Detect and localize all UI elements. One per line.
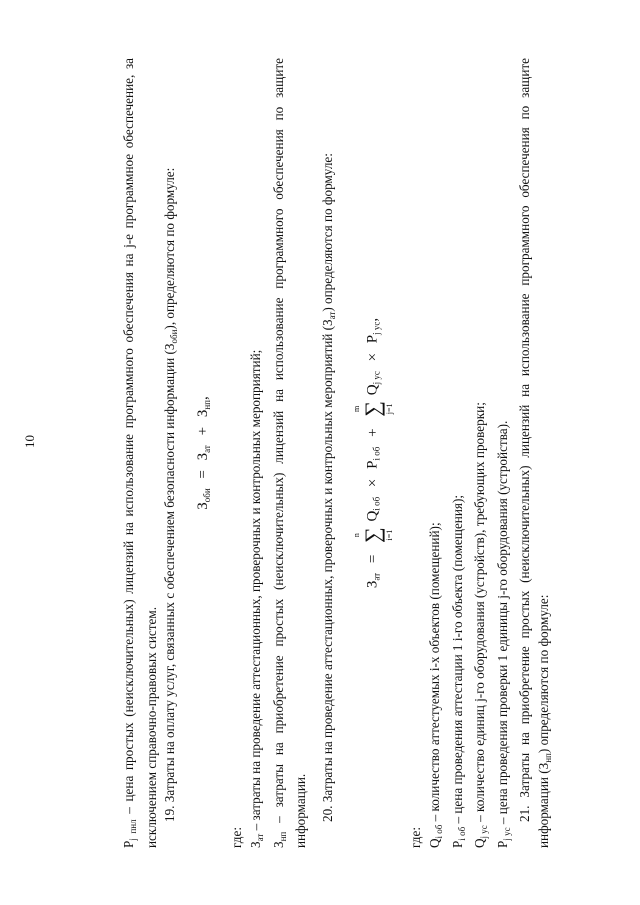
text-segment: P <box>449 840 465 848</box>
text-segment: j ус <box>371 371 382 385</box>
symbol: З <box>319 319 335 326</box>
text-segment: ат <box>254 833 265 842</box>
definition-text: – цена простых (неисключительных) лицензий на использование программного обеспечения на j-е программное обеспечение, за исключением справочно-правовых систем. <box>121 57 159 848</box>
text-segment: ), определяются по формуле: <box>162 167 178 330</box>
text-segment: ) определяются по формуле: <box>319 153 335 312</box>
text-segment: – затраты на проведение аттестационных, проверочных и контрольных мероприятий; <box>247 349 263 834</box>
text-segment: ∑ <box>360 527 386 543</box>
text-segment: j ус <box>371 321 382 335</box>
text-segment: , <box>364 317 381 322</box>
formula-2 <box>351 58 395 848</box>
text-segment: = <box>194 470 211 479</box>
text-segment: З <box>247 841 263 848</box>
where-label: где: <box>229 827 245 848</box>
text-segment: Q <box>364 510 381 522</box>
definition-z-at <box>247 58 270 848</box>
text-segment: – цена проведения проверки 1 единицы j-го оборудования (устройства). <box>494 420 510 828</box>
text-segment: 20. Затраты на проведение аттестационных, проверочных и контрольных мероприятий ( <box>319 325 335 822</box>
text-segment: P <box>494 840 510 848</box>
definition-p-jus <box>494 58 517 848</box>
text-segment: Q <box>426 838 442 848</box>
sum-symbol-2 <box>351 401 395 417</box>
text-segment: ) определяются по формуле: <box>535 594 551 754</box>
text-segment: j ус <box>479 825 490 839</box>
text-segment: З <box>194 409 211 418</box>
text-segment: З <box>194 502 211 510</box>
text-segment: оби <box>169 329 180 344</box>
text-segment: = <box>364 554 381 564</box>
text-segment: × <box>364 478 381 488</box>
text-segment: , <box>194 396 211 401</box>
text-segment: i об <box>456 826 467 841</box>
text-segment: З <box>364 580 381 589</box>
text-segment: i об <box>371 496 382 511</box>
formula-1 <box>194 58 217 848</box>
definition-q-jus <box>471 58 494 848</box>
text-segment: i=1 <box>385 529 395 541</box>
item-21 <box>516 58 557 848</box>
item-20 <box>319 58 342 848</box>
text-segment: – количество единиц j-го оборудования (устройств), требующих проверки; <box>472 402 488 826</box>
price-definition <box>120 58 161 848</box>
text-segment: нп <box>542 753 553 763</box>
item-19 <box>161 58 184 848</box>
definition-q-iob <box>426 58 449 848</box>
text-segment: Q <box>364 384 381 396</box>
text-segment: + <box>364 428 381 437</box>
text-segment: n <box>352 533 362 538</box>
sum-symbol-1 <box>351 527 395 543</box>
text-segment: × <box>364 352 381 362</box>
text-segment: З <box>194 452 211 461</box>
text-segment: Q <box>472 838 488 848</box>
text-segment: i об <box>371 446 382 461</box>
symbol-subscript: j пнл <box>128 819 138 841</box>
definition-z-np <box>270 58 311 848</box>
text-segment: 19. Затраты на оплату услуг, связанных с обеспечением безопасности информации ( <box>162 350 178 822</box>
text-segment: оби <box>201 488 212 503</box>
symbol: З <box>535 762 551 770</box>
text-segment: j ус <box>501 827 512 841</box>
text-segment: m <box>352 405 362 412</box>
text-segment: P <box>364 460 381 469</box>
text-segment: ат <box>201 445 212 453</box>
definition-p-iob <box>449 58 472 848</box>
text-segment: 21. Затраты на приобретение простых (неисключительных) лицензий на использование программного обеспечения по защите информации ( <box>517 58 551 848</box>
text-segment: – количество аттестуемых i-х объектов (помещений); <box>426 522 442 825</box>
text-segment: ∑ <box>360 401 386 417</box>
text-segment: j=1 <box>385 403 395 415</box>
where-label: где: <box>408 827 424 848</box>
page-number: 10 <box>22 435 37 448</box>
symbol: P <box>121 840 136 848</box>
symbol: З <box>162 343 178 351</box>
text-segment: – затраты на приобретение простых (неисключительных) лицензий на использование программного обеспечения по защите информации. <box>270 58 309 848</box>
document-body <box>120 58 580 848</box>
text-segment: ат <box>371 572 382 581</box>
text-segment: нп <box>277 831 288 842</box>
text-segment: нп <box>201 400 212 410</box>
text-segment: + <box>194 426 211 436</box>
text-segment: P <box>364 334 381 344</box>
text-segment: ат <box>326 311 337 320</box>
text-segment: З <box>270 841 286 848</box>
text-segment: i об <box>433 824 444 839</box>
text-segment: – цена проведения аттестации 1 i-го объекта (помещения); <box>449 494 465 827</box>
